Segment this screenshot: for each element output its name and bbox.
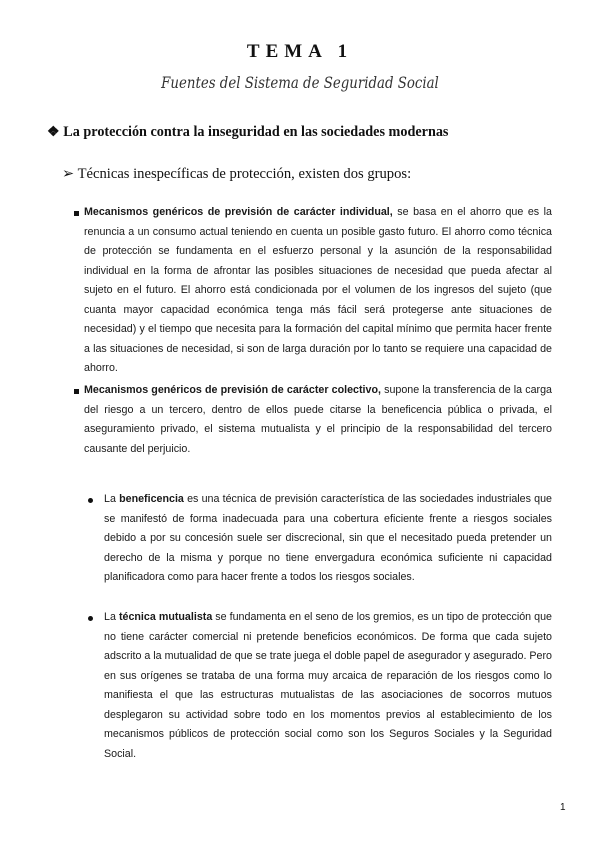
bullet-paragraph-individual — [84, 203, 552, 379]
sub-bullet-body: se fundamenta en el seno de los gremios, es un tipo de protección que no tiene carácter comercial ni pretende beneficios económicos. De forma que cada sujeto adscrito a la mutualidad de que se trate juega el doble papel de asegurador y asegurado. Pero en sus orígenes se trataba de una forma muy arcaica de reparación de los riesgos como lo manifiesta el que las estructuras mutualistas de las asociaciones de socorros mutuos desplegaron su actividad sobre todo en los momentos previos al establecimiento de los mecanismos públicos de protección social como son los Seguros Sociales y la Seguridad Social. — [104, 611, 553, 760]
bullet-bold-lead: Mecanismos genéricos de previsión de carácter colectivo, — [84, 384, 381, 396]
diamond-bullet-icon: ❖ — [47, 124, 60, 140]
sub-bullet-body: es una técnica de previsión característica de las sociedades industriales que se manifestó de forma inadecuada para una cobertura eficiente frente a riesgos sociales debido a por su concesión suele ser discrecional, sin que el necesitado pueda pretender un derecho de la misma y porque no tiene envergadura económica suficiente ni capacidad planificadora como para hacer frente a todos los riesgos sociales. — [104, 493, 552, 583]
sub-bullet-pre: La — [104, 611, 119, 623]
square-bullet-icon — [74, 211, 79, 216]
document-subtitle: Fuentes del Sistema de Seguridad Social — [161, 74, 439, 92]
square-bullet-icon — [74, 389, 79, 394]
sub-bullet-bold: beneficencia — [119, 493, 184, 505]
arrow-bullet-icon: ➢ — [62, 166, 75, 182]
bullet-body: se basa en el ahorro que es la renuncia a un consumo actual teniendo en cuenta un posible gasto futuro. El ahorro como técnica de protección se fundamenta en el esfuerzo personal y la asunción de la responsabilidad individual en la forma de afrontar las posibles situaciones de necesidad que pueda afectar al sujeto en el futuro. El ahorro está condicionada por el volumen de los ingresos del sujeto (que cuanta mayor capacidad económica tenga más fácil será protegerse ante situaciones de necesidad) y el tiempo que necesita para la formación del capital mínimo que permita hacer frente a las situaciones de necesidad, si son de larga duración por lo tanto se requiere una capacidad de ahorro. — [84, 206, 552, 374]
sub-bullet-mutualista — [104, 608, 552, 764]
sub-bullet-bold: técnica mutualista — [118, 611, 213, 623]
circle-bullet-icon — [88, 498, 93, 503]
subsection-heading-text: Técnicas inespecíficas de protección, existen dos grupos: — [77, 166, 412, 182]
sub-bullet-beneficencia — [104, 490, 552, 588]
bullet-paragraph-colectivo — [84, 381, 552, 459]
sub-bullet-pre: La — [104, 493, 120, 505]
bullet-body: supone la transferencia de la carga del riesgo a un tercero, dentro de ellos puede citarse la beneficencia pública o privada, el aseguramiento privado, el sistema mutualista y el principio de la responsabilidad del tercero causante del perjuicio. — [84, 384, 553, 455]
section-heading — [47, 124, 448, 141]
bullet-bold-lead: Mecanismos genéricos de previsión de carácter individual, — [84, 206, 393, 218]
subsection-heading — [62, 165, 411, 183]
document-title: TEMA 1 — [246, 41, 354, 62]
section-heading-text: La protección contra la inseguridad en las sociedades modernas — [63, 124, 449, 140]
page-number: 1 — [560, 802, 566, 813]
circle-bullet-icon — [88, 616, 93, 621]
